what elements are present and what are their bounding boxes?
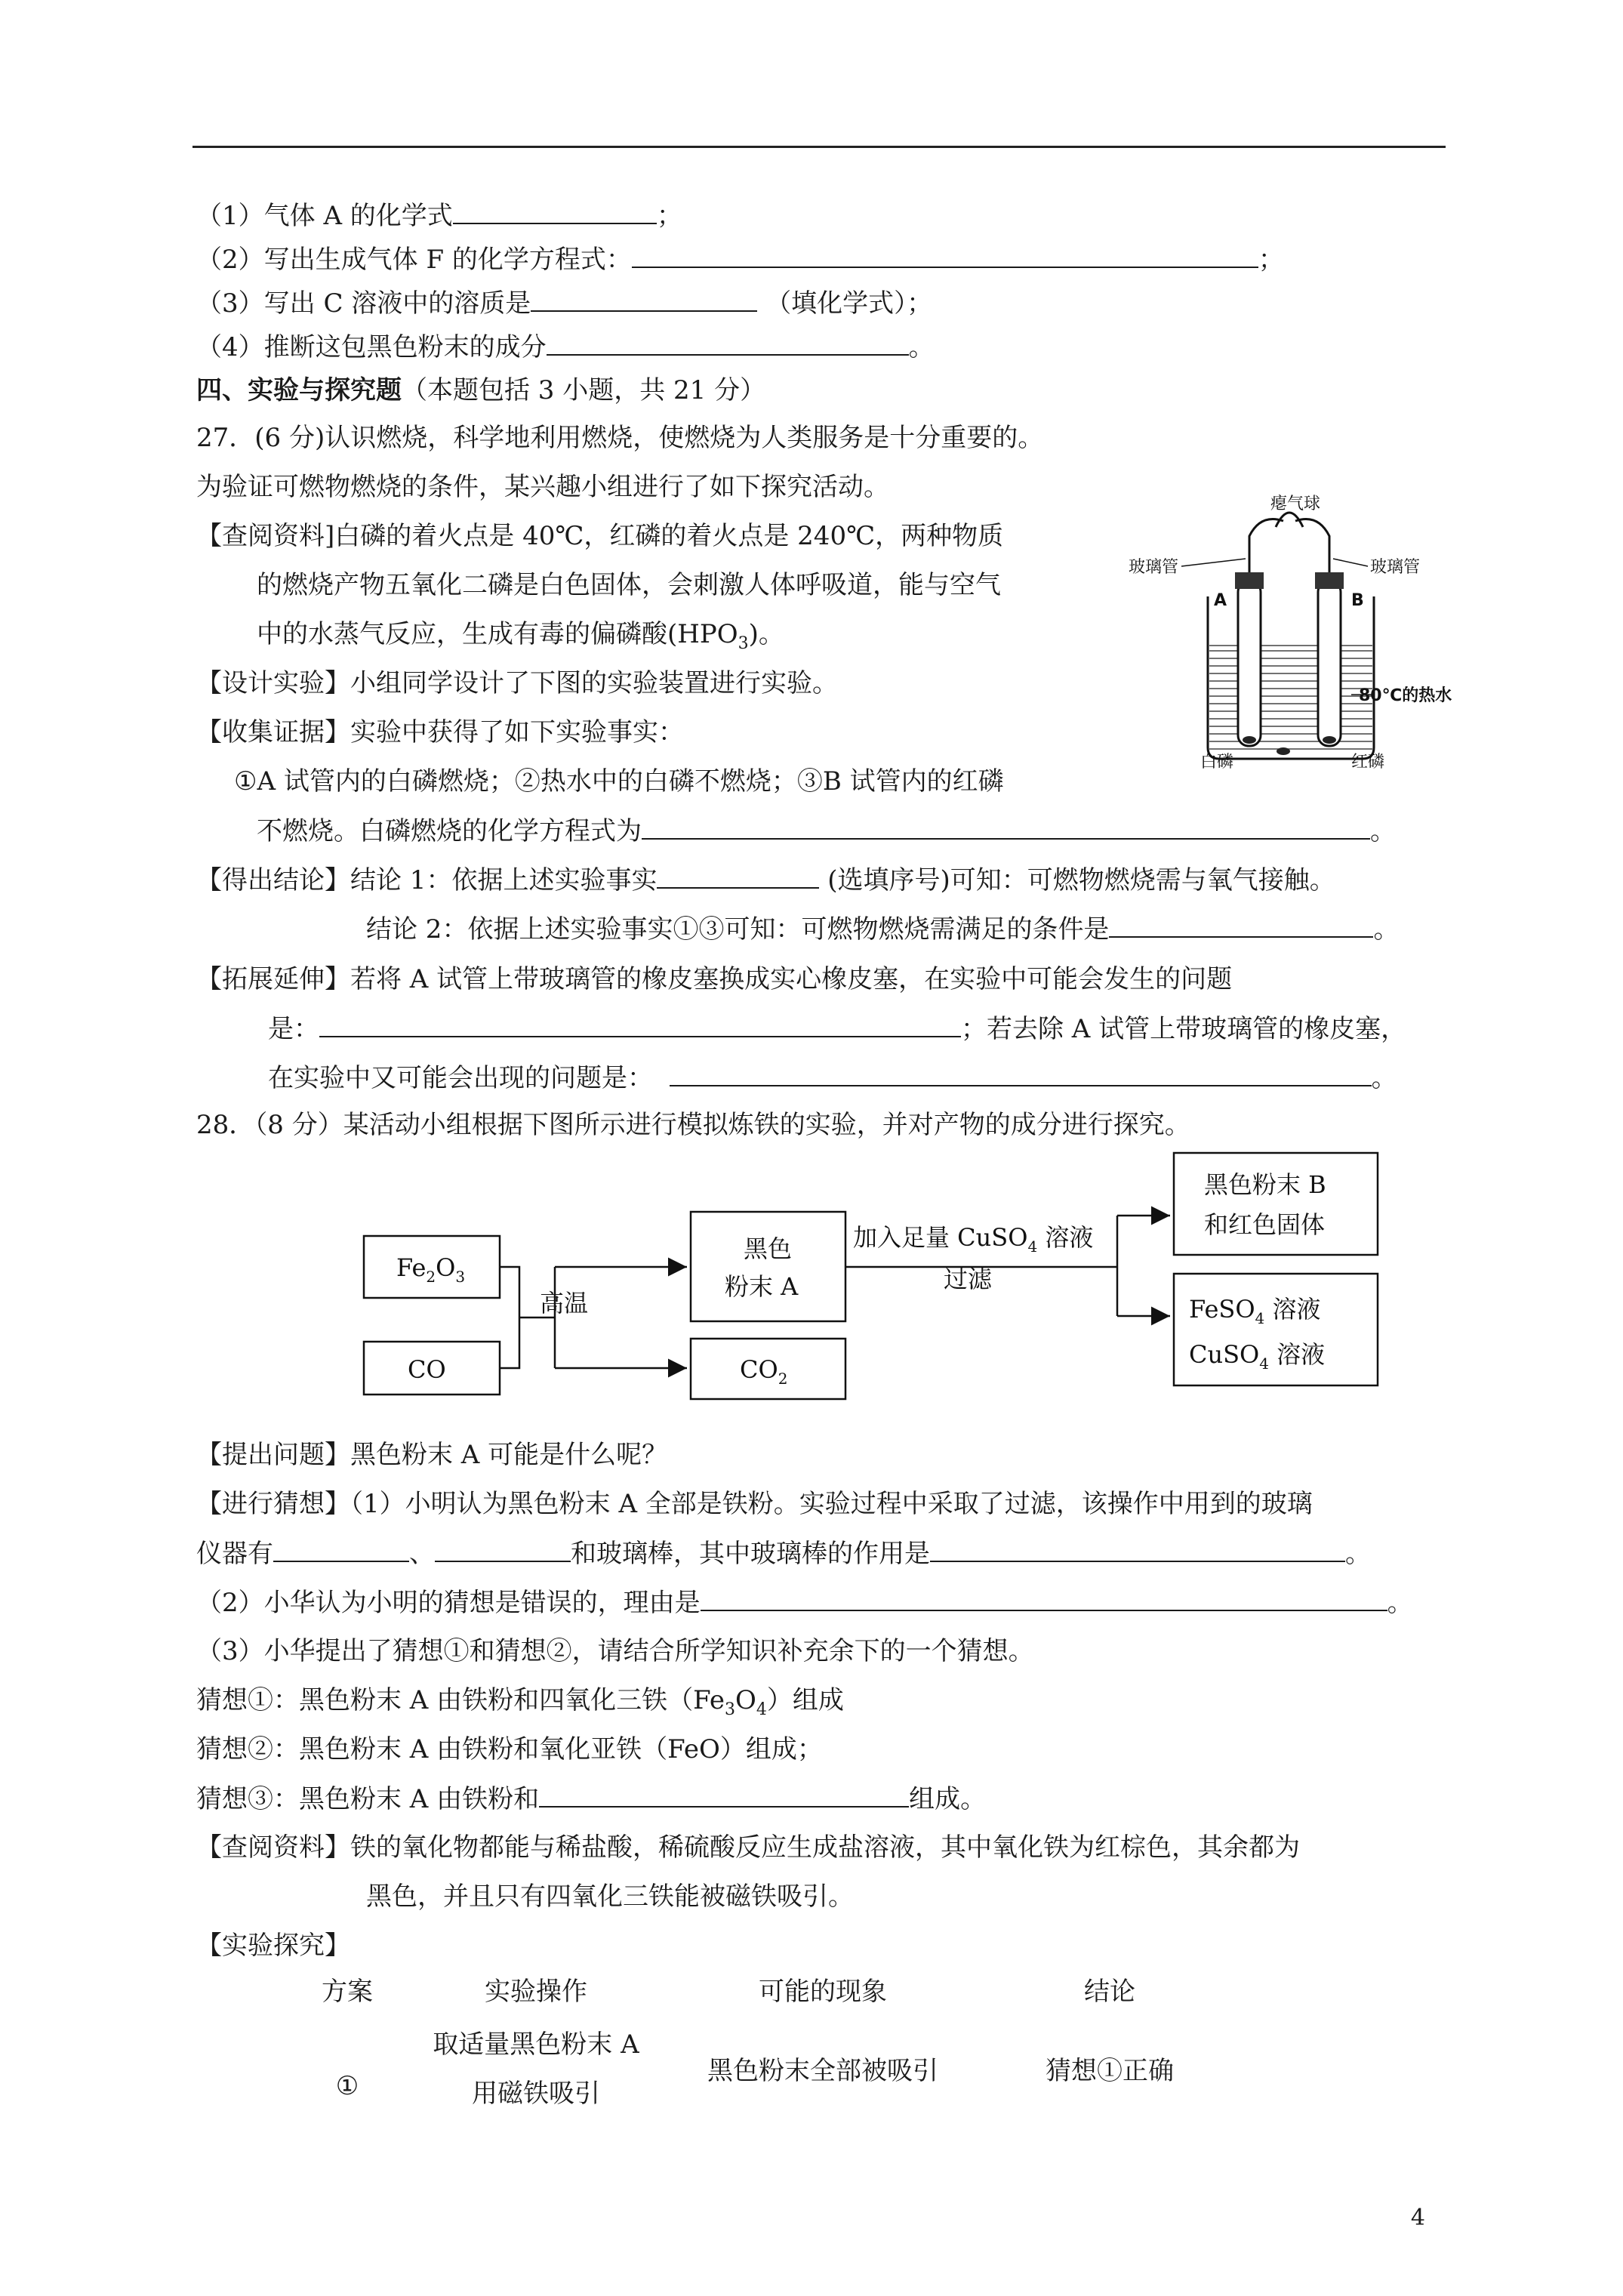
table-row1-plan: ① [335,2071,359,2101]
label-water: 80℃的热水 [1359,686,1452,705]
table-row1-op1: 取适量黑色粉末 A [433,2029,639,2060]
table-row1-phenomenon: 黑色粉末全部被吸引 [707,2056,938,2086]
text-feso4: FeSO$_4$ 溶液 [1189,1295,1321,1327]
text-filter: 过滤 [944,1265,993,1293]
text-cuso4: CuSO$_4$ 溶液 [1189,1340,1326,1373]
answer-blank[interactable] [539,1782,909,1808]
q27-conclusion1: 【得出结论】结论 1：依据上述实验事实 (选填序号)可知：可燃物燃烧需与氧气接触。 [196,863,1335,897]
answer-blank[interactable] [1109,912,1373,938]
answer-blank[interactable] [657,863,819,889]
box-black-powder-a [691,1212,845,1321]
q27-material2: 的燃烧产物五氧化二磷是白色固体，会刺激人体呼吸道，能与空气 [257,570,1001,600]
text-co: CO [408,1355,446,1384]
q28-hypothesis2: 猜想②：黑色粉末 A 由铁粉和氧化亚铁（FeO）组成； [196,1734,823,1764]
q28-material: 【查阅资料】铁的氧化物都能与稀盐酸，稀硫酸反应生成盐溶液，其中氧化铁为红棕色，其余都为 [196,1832,1300,1863]
q28-material2: 黑色，并且只有四氧化三铁能被磁铁吸引。 [366,1881,854,1912]
table-header-conclusion: 结论 [1084,1977,1135,2007]
text-out1-1: 黑色粉末 B [1204,1170,1326,1199]
q26-part1: （1）气体 A 的化学式 ； [196,199,682,233]
text-black-a-1: 黑色 [744,1234,793,1263]
q27-extension: 【拓展延伸】若将 A 试管上带玻璃管的橡皮塞换成实心橡皮塞，在实验中可能会发生的问题 [196,964,1233,994]
text-reagent: 加入足量 CuSO$_4$ 溶液 [853,1223,1094,1256]
answer-blank[interactable] [319,1012,961,1037]
text-gaowen: 高温 [540,1289,589,1318]
q28-guess1-cont: 仪器有 、 和玻璃棒，其中玻璃棒的作用是 。 [196,1536,1371,1570]
answer-blank[interactable] [930,1536,1345,1562]
answer-blank[interactable] [632,242,1258,268]
answer-blank[interactable] [273,1536,409,1562]
q27-equation: 不燃烧。白磷燃烧的化学方程式为 。 [257,814,1396,848]
q26-part3: （3）写出 C 溶液中的溶质是 （填化学式）； [196,286,932,320]
q27-conclusion2: 结论 2：依据上述实验事实①③可知：可燃物燃烧需满足的条件是 。 [366,912,1399,946]
text-black-a-2: 粉末 A [725,1272,799,1301]
q28-experiment: 【实验探究】 [196,1931,350,1961]
q26-part4: （4）推断这包黑色粉末的成分 。 [196,330,935,364]
q27-material3: 中的水蒸气反应，生成有毒的偏磷酸$(HPO_3)$。 [257,619,784,653]
table-header-phenomenon: 可能的现象 [759,1977,887,2007]
answer-blank[interactable] [453,199,657,224]
answer-blank[interactable] [670,1061,1372,1086]
page-number: 4 [1410,2205,1425,2231]
table-header-plan: 方案 [322,1977,373,2007]
q28-guess3: （3）小华提出了猜想①和猜想②，请结合所学知识补充余下的一个猜想。 [196,1636,1034,1666]
answer-blank[interactable] [531,286,757,312]
q27-design: 【设计实验】小组同学设计了下图的实验装置进行实验。 [196,668,838,698]
table-header-operation: 实验操作 [485,1977,587,2007]
q28-guess1: 【进行猜想】（1）小明认为黑色粉末 A 全部是铁粉。实验过程中采取了过滤，该操作中用到的玻璃 [196,1489,1313,1519]
label-tube-left: 玻璃管 [1129,558,1179,577]
q28-guess2: （2）小华认为小明的猜想是错误的，理由是 。 [196,1586,1413,1620]
label-b: B [1351,591,1364,610]
label-tube-right: 玻璃管 [1370,558,1421,577]
text-co2: $CO_2$ [740,1355,788,1388]
text-fe2o3: $Fe_2O_3$ [396,1253,466,1286]
combustion-apparatus-figure [1125,491,1452,772]
q27-facts: ①A 试管内的白磷燃烧；②热水中的白磷不燃烧；③B 试管内的红磷 [234,766,1004,797]
table-row1-conclusion: 猜想①正确 [1046,2056,1174,2086]
q27-evidence: 【收集证据】实验中获得了如下实验事实： [196,717,684,747]
q27-material: 【查阅资料]白磷的着火点是 40℃，红磷的着火点是 240℃，两种物质 [196,521,1004,551]
q28-intro: 28．（8 分）某活动小组根据下图所示进行模拟炼铁的实验，并对产物的成分进行探究。 [196,1110,1190,1140]
text-out1-2: 和红色固体 [1204,1210,1326,1239]
q28-question: 【提出问题】黑色粉末 A 可能是什么呢？ [196,1440,668,1470]
q27-extension3: 在实验中又可能会出现的问题是： 。 [268,1061,1397,1095]
answer-blank[interactable] [642,814,1370,840]
q27-intro2: 为验证可燃物燃烧的条件，某兴趣小组进行了如下探究活动。 [196,472,889,502]
q27-extension2: 是： ；若去除 A 试管上带玻璃管的橡皮塞， [268,1012,1406,1046]
q27-intro: 27．(6 分)认识燃烧，科学地利用燃烧，使燃烧为人类服务是十分重要的。 [196,423,1044,453]
label-a: A [1214,591,1227,610]
iron-smelting-flow-diagram [355,1144,1397,1416]
box-black-powder-b [1174,1153,1378,1255]
q28-hypothesis1: 猜想①：黑色粉末 A 由铁粉和四氧化三铁$(Fe_3O_4)$组成 [196,1685,844,1719]
answer-blank[interactable] [435,1536,571,1562]
label-balloon: 瘪气球 [1270,495,1321,513]
answer-blank[interactable] [547,330,909,356]
table-row1-op2: 用磁铁吸引 [472,2079,600,2109]
box-fe2o3 [364,1236,500,1298]
q26-part2: （2）写出生成气体 F 的化学方程式： ； [196,242,1284,276]
answer-blank[interactable] [701,1586,1387,1611]
q28-hypothesis3: 猜想③：黑色粉末 A 由铁粉和 组成。 [196,1782,986,1816]
label-red-phosphorus: 红磷 [1351,753,1385,772]
header-rule [192,146,1446,148]
section-heading: 四、实验与探究题（本题包括 3 小题，共 21 分） [196,375,766,405]
label-white-phosphorus: 白磷 [1200,753,1234,772]
